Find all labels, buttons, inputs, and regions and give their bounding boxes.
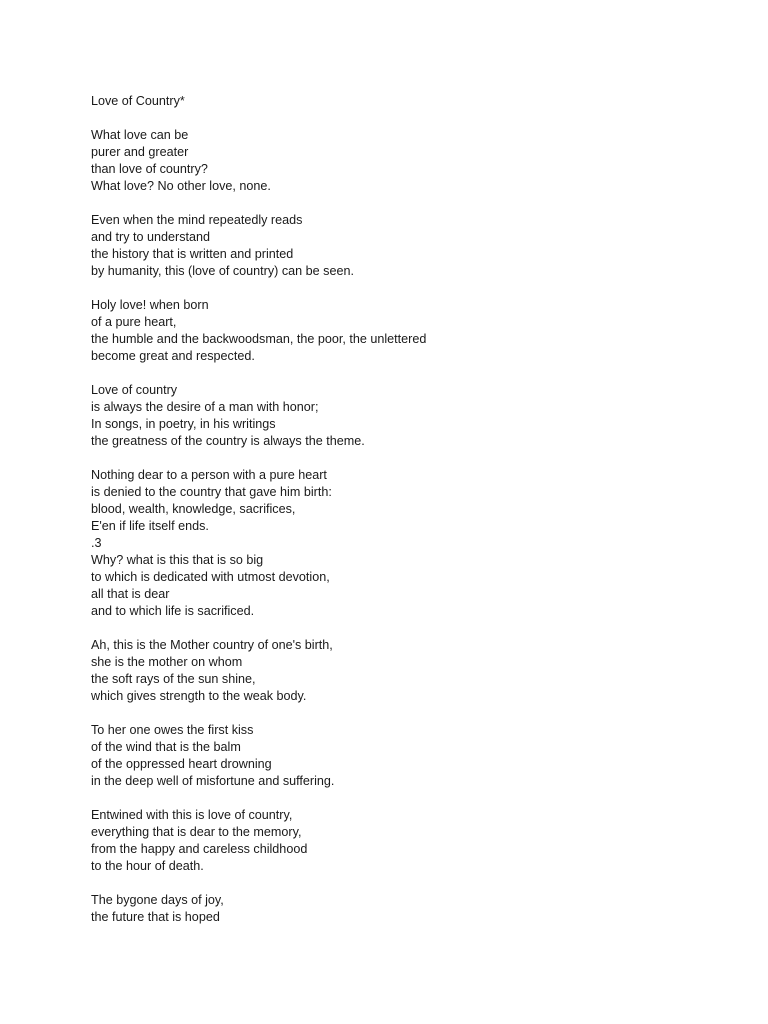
stanza-4	[91, 382, 731, 450]
page-marker: .3	[91, 536, 102, 550]
poem-line: everything that is dear to the memory,	[91, 825, 302, 839]
poem-line: all that is dear	[91, 587, 170, 601]
stanza-5	[91, 467, 731, 535]
poem-line: and to which life is sacrificed.	[91, 604, 255, 618]
poem-line: is denied to the country that gave him birth:	[91, 485, 332, 499]
poem-line: to the hour of death.	[91, 859, 204, 873]
poem-line: Ah, this is the Mother country of one's birth,	[91, 638, 333, 652]
stanza-8	[91, 722, 731, 790]
poem-line: Entwined with this is love of country,	[91, 808, 293, 822]
poem-line: become great and respected.	[91, 349, 255, 363]
poem-title: Love of Country*	[91, 94, 185, 108]
poem-line: E'en if life itself ends.	[91, 519, 209, 533]
stanza-2	[91, 212, 731, 280]
poem-line: The bygone days of joy,	[91, 893, 224, 907]
poem-line: What love? No other love, none.	[91, 179, 271, 193]
poem-line: by humanity, this (love of country) can be seen.	[91, 264, 354, 278]
stanza-7	[91, 637, 731, 705]
poem-line: the soft rays of the sun shine,	[91, 672, 256, 686]
poem-line: purer and greater	[91, 145, 189, 159]
stanza-10	[91, 892, 731, 926]
poem-line: of the oppressed heart drowning	[91, 757, 272, 771]
poem-line: Even when the mind repeatedly reads	[91, 213, 303, 227]
poem-line: and try to understand	[91, 230, 211, 244]
poem-line: of a pure heart,	[91, 315, 177, 329]
poem-line: the greatness of the country is always the theme.	[91, 434, 365, 448]
poem-line: What love can be	[91, 128, 189, 142]
poem-line: In songs, in poetry, in his writings	[91, 417, 276, 431]
poem-line: Holy love! when born	[91, 298, 209, 312]
poem-line: Why? what is this that is so big	[91, 553, 264, 567]
stanza-6	[91, 535, 731, 620]
poem-line: of the wind that is the balm	[91, 740, 241, 754]
poem-line: Love of country	[91, 383, 178, 397]
poem-body	[91, 93, 731, 943]
poem-line: in the deep well of misfortune and suffering.	[91, 774, 335, 788]
poem-line: from the happy and careless childhood	[91, 842, 308, 856]
poem-line: To her one owes the first kiss	[91, 723, 254, 737]
poem-line: Nothing dear to a person with a pure heart	[91, 468, 327, 482]
poem-line: the future that is hoped	[91, 910, 220, 924]
poem-line: blood, wealth, knowledge, sacrifices,	[91, 502, 296, 516]
stanza-3	[91, 297, 731, 365]
poem-line: is always the desire of a man with honor;	[91, 400, 319, 414]
stanza-1	[91, 127, 731, 195]
poem-line: she is the mother on whom	[91, 655, 243, 669]
poem-line: the humble and the backwoodsman, the poor, the unlettered	[91, 332, 427, 346]
poem-line: to which is dedicated with utmost devotion,	[91, 570, 330, 584]
poem-line: than love of country?	[91, 162, 208, 176]
poem-line: which gives strength to the weak body.	[91, 689, 307, 703]
poem-line: the history that is written and printed	[91, 247, 294, 261]
stanza-9	[91, 807, 731, 875]
